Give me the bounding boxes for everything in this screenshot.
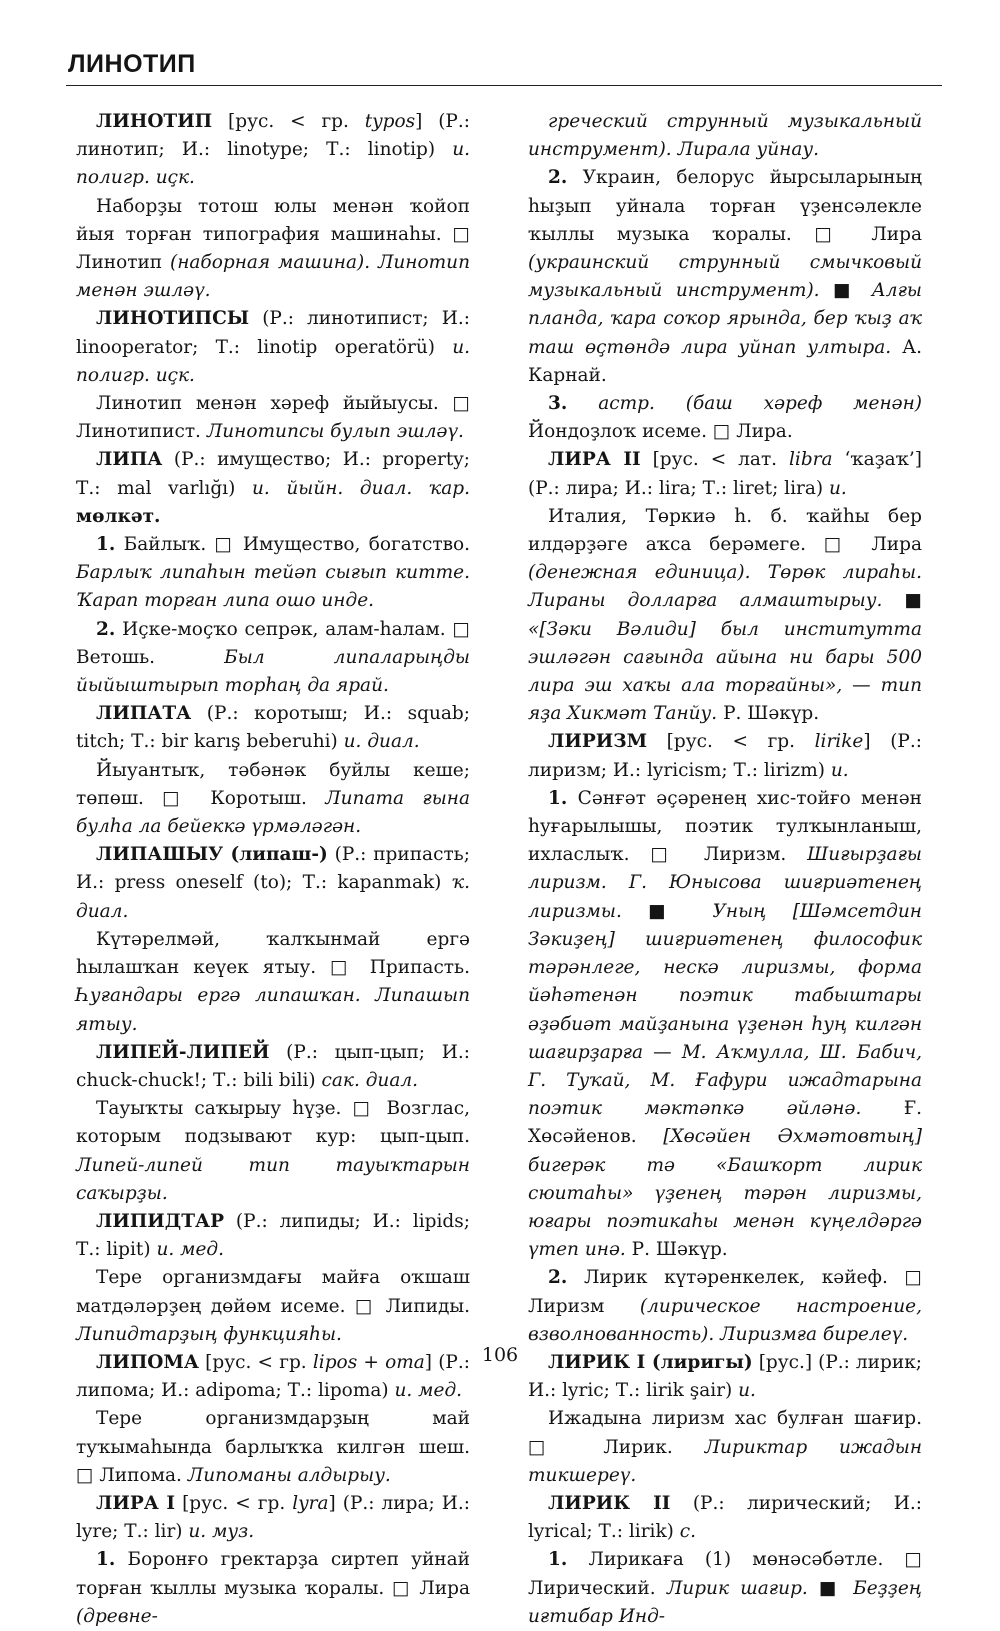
- dictionary-paragraph: Күтәрелмәй, ҡалҡынмай ергә һылашҡан кеүек ятыу. □ Припасть. Һуғандары ергә липашҡан. Липашып ятыу.: [76, 928, 470, 1035]
- dictionary-paragraph: Наборҙы тотош юлы менән ҡойоп йыя торған типография машинаһы. □ Линотип (наборная машина). Линотип менән эшләү.: [76, 195, 471, 302]
- dictionary-paragraph: 1. Боронғо гректарҙа сиртеп уйнай торған ҡыллы музыка ҡоралы. □ Лира (древне-: [76, 1549, 470, 1627]
- dictionary-paragraph: ЛИПОМА [рус. < гр. lipos + oma] (Р.: липома; И.: adipoma; Т.: lipoma) и. мед.: [76, 1351, 470, 1402]
- dictionary-paragraph: греческий струнный музыкальный инструмент). Лирала уйнау.: [528, 111, 922, 161]
- dictionary-paragraph: ЛИПАШЫУ (липаш-) (Р.: припасть; И.: press oneself (to); Т.: kapanmak) ҡ. диал.: [76, 844, 470, 922]
- header-rule: [66, 85, 942, 86]
- dictionary-paragraph: Ижадына лиризм хас булған шағир. □ Лирик. Лириктар ижадын тикшереү.: [528, 1408, 923, 1486]
- dictionary-paragraph: Италия, Төркиә һ. б. ҡайһы бер илдәрҙәге аҡса берәмеге. □ Лира (денежная единица). Төрөк лираһы. Лираны долларға алмаштырыу. ■ «[Зәки Вәлиди] был институтта эшләгән сағында айына ни бары 500 лира эш хаҡы ала торғайны», — тип яҙа Хикмәт Танйу. Р. Шәкүр.: [528, 505, 922, 725]
- dictionary-paragraph: Линотип менән хәреф йыйыусы. □ Линотипист. Линотипсы булып эшләү.: [76, 393, 470, 443]
- dictionary-paragraph: 1. Лирикаға (1) мөнәсәбәтле. □ Лирический. Лирик шағир. ■ Беҙҙең иғтибар Инд-: [528, 1549, 922, 1627]
- dictionary-paragraph: 2. Лирик күтәренкелек, кәйеф. □ Лиризм (лирическое настроение, взволнованность). Лиризмға бирелеү.: [528, 1267, 922, 1345]
- left-column: [76, 108, 470, 1631]
- dictionary-paragraph: 3. астр. (баш хәреф менән) Йондоҙлоҡ исеме. □ Лира.: [528, 393, 922, 443]
- right-column: [528, 108, 922, 1631]
- dictionary-paragraph: 2. Украин, белорус йырсыларының һыҙып уйнала торған үҙенсәлекле ҡыллы музыка ҡоралы. □ Лира (украинский струнный смычковый музыкальный инструмент). ■ Алғы планда, ҡара соҡор ярында, бер ҡыҙ аҡ таш өҫтөндә лира уйнап ултыра. А. Карнай.: [528, 167, 922, 386]
- dictionary-paragraph: ЛИРА I [рус. < гр. lyra] (Р.: лира; И.: lyre; Т.: lir) и. муз.: [76, 1492, 470, 1543]
- dictionary-paragraph: 1. Байлыҡ. □ Имущество, богатство. Барлыҡ липаһын тейәп сығып китте. Ҡарап торған липа ошо инде.: [76, 534, 470, 612]
- page-number: 106: [481, 1344, 519, 1366]
- dictionary-paragraph: ЛИРИК II (Р.: лирический; И.: lyrical; Т.: lirik) с.: [528, 1492, 922, 1543]
- dictionary-paragraph: ЛИРА II [рус. < лат. libra ‘ҡаҙаҡ’] (Р.: лира; И.: lira; Т.: liret; lira) и.: [528, 449, 922, 499]
- dictionary-paragraph: Тере организмдағы майға оҡшаш матдәләрҙең дөйөм исеме. □ Липиды. Липидтарҙың функцияһы.: [76, 1267, 470, 1345]
- dictionary-paragraph: Тере организмдарҙың май туҡымаһында барлыҡҡа килгән шеш. □ Липома. Липоманы алдырыу.: [76, 1408, 470, 1486]
- dictionary-paragraph: ЛИНОТИП [рус. < гр. typos] (Р.: линотип; И.: linotype; Т.: linotip) и. полигр. иҫк.: [76, 111, 470, 189]
- dictionary-paragraph: ЛИРИЗМ [рус. < гр. lirike] (Р.: лиризм; И.: lyricism; Т.: lirizm) и.: [528, 731, 922, 781]
- dictionary-paragraph: Тауыҡты саҡырыу һүҙе. □ Возглас, которым подзывают кур: цып-цып. Липей-липей тип тауыҡтарын саҡырҙы.: [76, 1098, 470, 1204]
- dictionary-paragraph: ЛИПА (Р.: имущество; И.: property; Т.: mal varlığı) и. йыйн. диал. ҡар. мөлкәт.: [76, 449, 471, 527]
- dictionary-paragraph: ЛИПАТА (Р.: коротыш; И.: squab; titch; Т.: bir karış beberuhi) и. диал.: [76, 703, 470, 753]
- dictionary-paragraph: ЛИНОТИПСЫ (Р.: линотипист; И.: linooperator; Т.: linotip operatörü) и. полигр. иҫк.: [76, 308, 470, 386]
- running-head: ЛИНОТИП: [68, 50, 196, 78]
- dictionary-paragraph: Йыуантыҡ, тәбәнәк буйлы кеше; төпөш. □ Коротыш. Липата ғына булһа ла бейеккә үрмәләгән.: [76, 759, 470, 838]
- dictionary-paragraph: 1. Сәнғәт әҫәренең хис-тойғо менән һуғарылышы, поэтик тулҡынланыш, ихласлыҡ. □ Лиризм. Шиғырҙағы лиризм. Г. Юнысова шиғриәтенең лиризмы. ■ Уның [Шәмсетдин Зәкиҙең] шиғриәтенең философик тәрәнлеге, нескә лиризмы, форма йәһәтенән поэтик табыштары әҙәбиәт майҙанына үҙенән һуң килгән шағирҙарға — М. Аҡмулла, Ш. Бабич, Г. Туҡай, М. Ғафури ижадтарына поэтик мәктәпкә әйләнә. Ғ. Хөсәйенов. [Хөсәйен Әхмәтовтың] бигерәк тә «Башҡорт лирик сюитаһы» үҙенең тәрән лиризмы, юғары поэтикаһы менән күңелдәргә үтеп инә. Р. Шәкүр.: [528, 787, 922, 1261]
- dictionary-paragraph: ЛИПИДТАР (Р.: липиды; И.: lipids; Т.: lipit) и. мед.: [76, 1210, 470, 1261]
- dictionary-paragraph: ЛИРИК I (лиригы) [рус.] (Р.: лирик; И.: lyric; Т.: lirik şair) и.: [528, 1351, 922, 1402]
- dictionary-paragraph: 2. Иҫке-моҫҡо сепрәк, алам-һалам. □ Ветошь. Был липаларыңды йыйыштырып торһаң да ярай.: [76, 618, 471, 697]
- dictionary-paragraph: ЛИПЕЙ-ЛИПЕЙ (Р.: цып-цып; И.: chuck-chuck!; Т.: bili bili) сак. диал.: [76, 1041, 470, 1091]
